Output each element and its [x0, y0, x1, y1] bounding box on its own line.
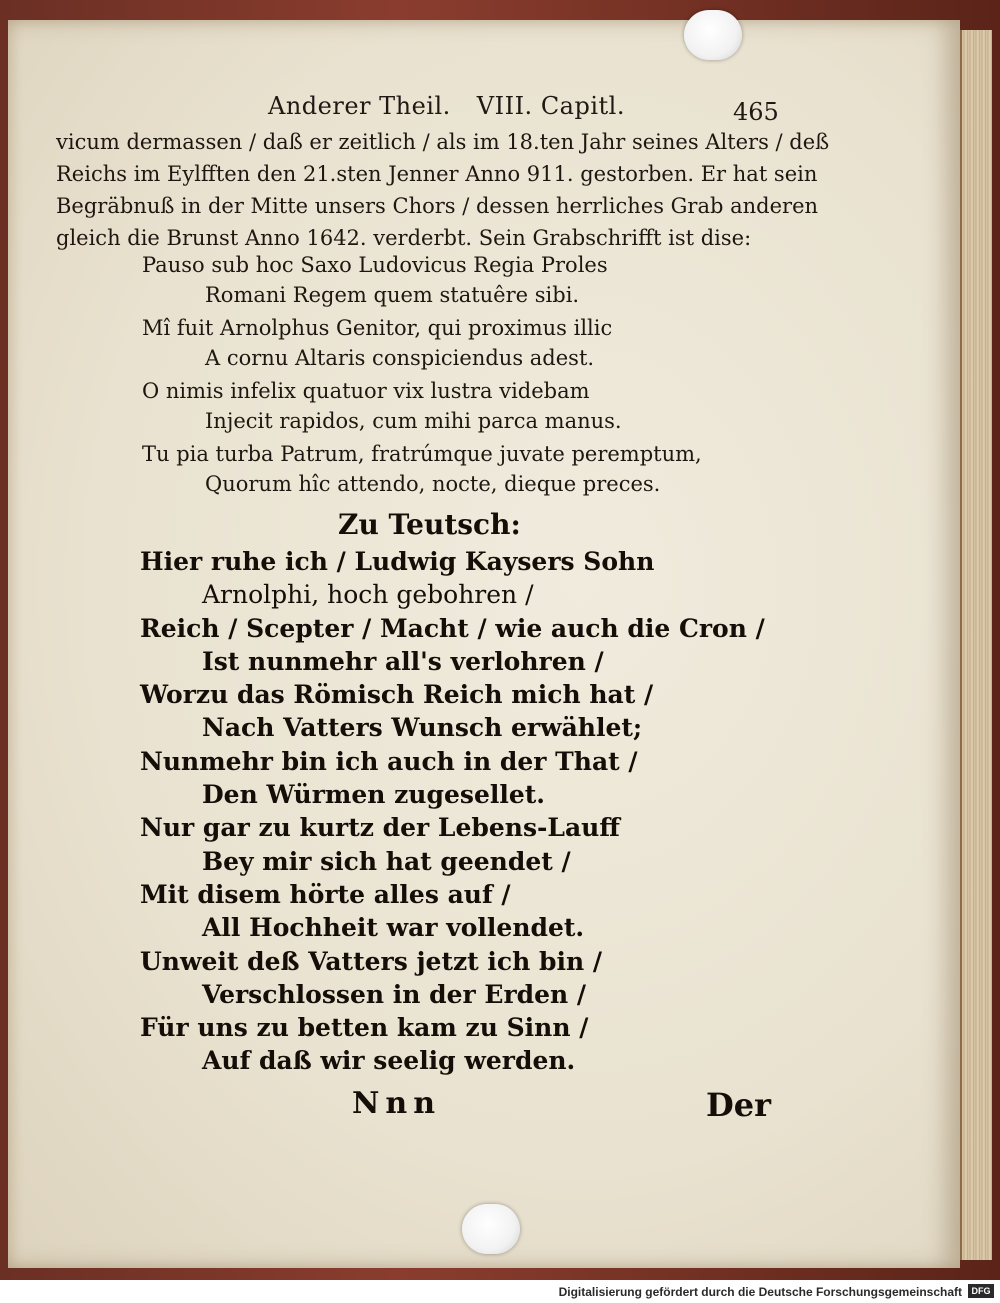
- latin-verse: A cornu Altaris conspiciendus adest.: [205, 346, 595, 370]
- funding-credit: Digitalisierung gefördert durch die Deutsche Forschungsgemeinschaft: [558, 1285, 962, 1299]
- german-verse-line: Mit disem hörte alles auf /: [140, 879, 511, 909]
- prose-line: gleich die Brunst Anno 1642. verderbt. Sein Grabschrifft ist dise:: [56, 226, 752, 250]
- german-verse-line: All Hochheit war vollendet.: [202, 913, 585, 943]
- prose-paragraph: [56, 126, 830, 254]
- german-verse-line: Für uns zu betten kam zu Sinn /: [140, 1013, 589, 1043]
- latin-verse: Mî fuit Arnolphus Genitor, qui proximus illic: [142, 316, 613, 340]
- latin-verse: Tu pia turba Patrum, fratrúmque juvate peremptum,: [142, 442, 702, 466]
- top-page-clip: [684, 10, 742, 60]
- german-verse-line: Hier ruhe ich / Ludwig Kaysers Sohn: [140, 547, 655, 576]
- catchword: Der: [706, 1086, 771, 1124]
- german-verse-line: Arnolphi, hoch gebohren /: [202, 580, 534, 610]
- german-verse-line: Nach Vatters Wunsch erwählet;: [202, 713, 643, 743]
- german-verse-line: Unweit deß Vatters jetzt ich bin /: [140, 946, 603, 976]
- latin-verse: O nimis infelix quatuor vix lustra videbam: [142, 379, 590, 403]
- page-stack-edge: [960, 30, 992, 1260]
- german-verse: [140, 545, 765, 1078]
- translation-heading: Zu Teutsch:: [338, 508, 521, 541]
- prose-line: Reichs im Eylfften den 21.sten Jenner Anno 911. gestorben. Er hat sein: [56, 162, 818, 186]
- german-verse-line: Den Würmen zugesellet.: [202, 780, 546, 810]
- dfg-logo: DFG: [968, 1284, 994, 1298]
- running-header: [268, 92, 625, 120]
- chapter-label: VIII. Capitl.: [476, 92, 625, 120]
- german-verse-line: Bey mir sich hat geendet /: [202, 846, 571, 876]
- german-verse-line: Auf daß wir seelig werden.: [202, 1046, 576, 1076]
- signature-mark: Nnn: [352, 1086, 442, 1121]
- prose-line: Begräbnuß in der Mitte unsers Chors / dessen herrliches Grab anderen: [56, 194, 819, 218]
- latin-verse: Quorum hîc attendo, nocte, dieque preces.: [205, 472, 661, 496]
- running-title: Anderer Theil.: [268, 92, 451, 120]
- latin-verse: Injecit rapidos, cum mihi parca manus.: [205, 409, 622, 433]
- german-verse-line: Ist nunmehr all's verlohren /: [202, 646, 604, 676]
- latin-verse: Romani Regem quem statuêre sibi.: [205, 283, 580, 307]
- bottom-page-clip: [462, 1204, 520, 1254]
- german-verse-line: Reich / Scepter / Macht / wie auch die Cron /: [140, 613, 765, 643]
- german-verse-line: Nur gar zu kurtz der Lebens-Lauff: [140, 813, 620, 843]
- page-number: 465: [733, 98, 779, 126]
- digitization-footer: [0, 1280, 1000, 1303]
- german-verse-line: Worzu das Römisch Reich mich hat /: [140, 680, 654, 710]
- latin-epitaph: [142, 250, 702, 499]
- german-verse-line: Nunmehr bin ich auch in der That /: [140, 746, 638, 776]
- prose-line: vicum dermassen / daß er zeitlich / als im 18.ten Jahr seines Alters / deß: [56, 130, 830, 154]
- latin-verse: Pauso sub hoc Saxo Ludovicus Regia Proles: [142, 253, 608, 277]
- german-verse-line: Verschlossen in der Erden /: [202, 979, 587, 1009]
